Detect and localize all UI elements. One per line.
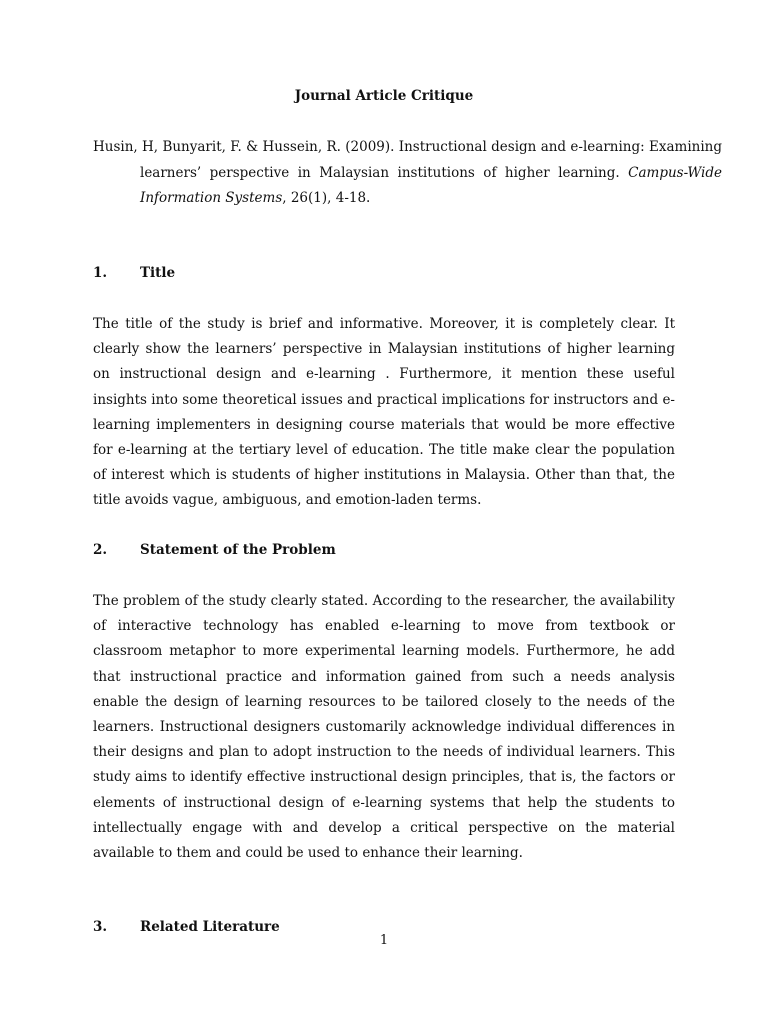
section-body-title: The title of the study is brief and informative. Moreover, it is completely clear. It clearly show the learners’ perspective in Malaysian institutions of higher learning on instructional design and e-learning . Furthermore, it mention these useful insights into some theoretical issues and practical implications for instructors and e-learning implementers in designing course materials that would be more effective for e-learning at the tertiary level of education. The title make clear the population of interest which is students of higher institutions in Malaysia. Other than that, the title avoids vague, ambiguous, and emotion-laden terms. bbox=[93, 316, 675, 509]
reference-details: , 26(1), 4-18. bbox=[282, 190, 371, 206]
section-heading-problem bbox=[93, 542, 336, 558]
section-heading-text: Title bbox=[140, 265, 176, 281]
page-number: 1 bbox=[379, 933, 389, 948]
reference-citation bbox=[93, 135, 722, 212]
section-heading-title bbox=[93, 265, 175, 281]
section-number: 1. bbox=[93, 265, 108, 281]
section-body-problem: The problem of the study clearly stated. According to the researcher, the availability of interactive technology has enabled e-learning to move from textbook or classroom metaphor to more experimental learning models. Furthermore, he add that instructional practice and information gained from such a needs analysis enable the design of learning resources to be tailored closely to the needs of the learners. Instructional designers customarily acknowledge individual differences in their designs and plan to adopt instruction to the needs of individual learners. This study aims to identify effective instructional design principles, that is, the factors or elements of instructional design of e-learning systems that help the students to intellectually engage with and develop a critical perspective on the material available to them and could be used to enhance their learning. bbox=[93, 593, 675, 862]
section-heading-text: Statement of the Problem bbox=[140, 542, 336, 558]
reference-journal: Campus-Wide Information Systems bbox=[140, 164, 722, 206]
section-number: 3. bbox=[93, 919, 108, 935]
section-heading-text: Related Literature bbox=[140, 919, 280, 935]
document-title: Journal Article Critique bbox=[294, 88, 474, 104]
reference-authors: Husin, H, Bunyarit, F. & Hussein, R. (2009). Instructional design and e-learning: Examining learners’ perspective in Malaysian institutions of higher learning. bbox=[93, 139, 722, 181]
section-number: 2. bbox=[93, 542, 108, 558]
